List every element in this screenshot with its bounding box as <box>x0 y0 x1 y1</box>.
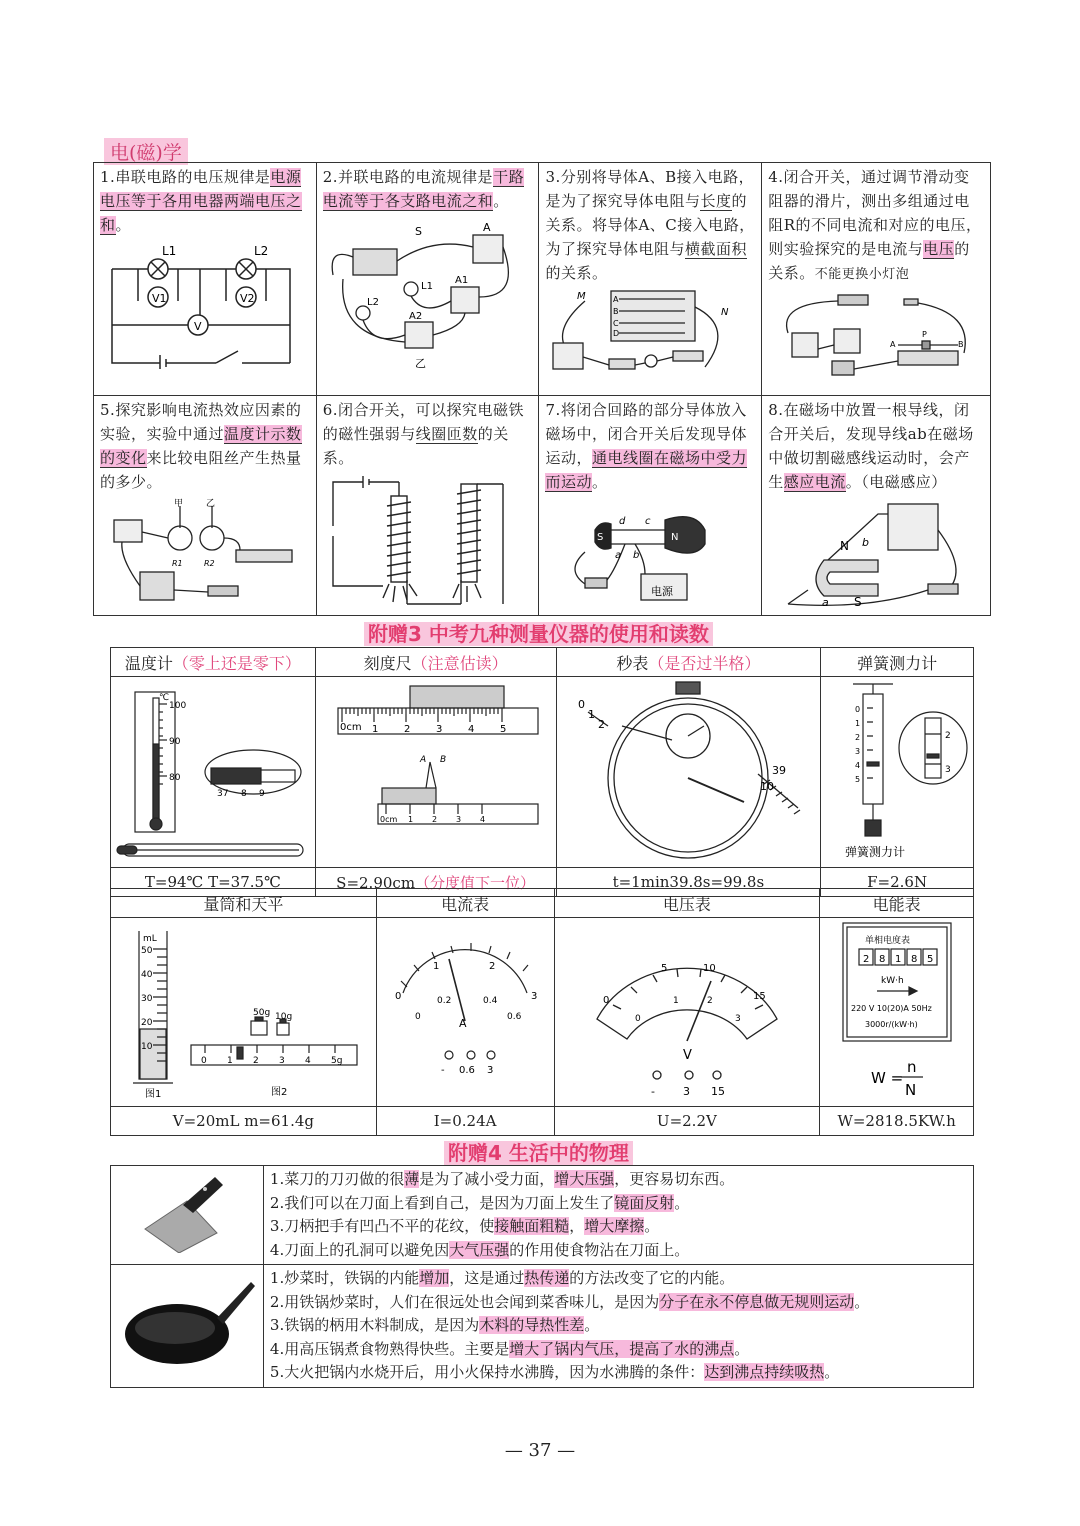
ammeter-unit: A <box>459 1017 467 1030</box>
ammeter-2: 2 <box>489 961 496 972</box>
value-ruler: S=2.90cm（分度值下一位） <box>315 868 556 897</box>
parallel-circuit-diagram <box>323 217 523 372</box>
watch-label-2: 2 <box>598 718 606 731</box>
ruler-label-4: 4 <box>467 724 474 735</box>
meter-title: 单相电度表 <box>864 936 910 946</box>
kitchen-knife-image <box>127 1169 247 1253</box>
instruments-table <box>110 647 974 897</box>
meter-formula-n: n <box>906 1058 917 1076</box>
label-n: N <box>671 532 679 543</box>
ammeter-0: 0 <box>395 991 402 1002</box>
spring-label-2: 2 <box>855 733 861 742</box>
spring-caption: 弹簧测力计 <box>845 845 906 859</box>
em-grid <box>93 162 991 616</box>
label-l2: L2 <box>366 297 379 308</box>
label-b: b <box>862 536 870 549</box>
em-cell-5: 5.探究影响电流热效应因素的实验，实验中通过温度计示数的变化来比较电阻丝产生热量的多少。 甲 乙 R1 R2 <box>94 396 317 616</box>
ammeter-3: 3 <box>531 991 538 1002</box>
ruler-small-3: 3 <box>455 815 461 824</box>
ruler-small-0: 0cm <box>379 815 397 824</box>
balance-3: 3 <box>279 1056 286 1066</box>
label-a1: A1 <box>454 275 468 286</box>
thermometer-illustration <box>113 678 313 862</box>
label-l1: L1 <box>420 281 433 292</box>
wok-fact-4: 4.用高压锅煮食物熟得快些。主要是增大了锅内气压，提高了水的沸点。 <box>269 1339 750 1358</box>
label-jia: 甲 <box>174 499 184 509</box>
label-a: A <box>482 221 491 234</box>
value-stopwatch: t=1min39.8s=99.8s <box>556 868 821 897</box>
label-v: V <box>194 320 202 333</box>
label-b: B <box>439 755 446 765</box>
energy-meter-illustration <box>823 919 971 1101</box>
voltmeter-illustration <box>557 919 817 1101</box>
label-l2: L2 <box>254 244 269 258</box>
label-d: D <box>613 329 620 338</box>
label-b: B <box>958 340 964 349</box>
label-p: P <box>922 330 928 339</box>
em-cell-1: 1.串联电路的电压规律是电源电压等于各用电器两端电压之和。 L1 L2 V1 V2 V <box>94 163 317 396</box>
cylinder-50: 50 <box>141 946 153 956</box>
label-r1: R1 <box>172 559 183 568</box>
header-spring-scale: 弹簧测力计 <box>821 648 974 677</box>
balance-1: 1 <box>227 1056 234 1066</box>
spring-label-3: 3 <box>855 747 861 756</box>
label-b: b <box>633 550 640 561</box>
label-d: d <box>619 516 626 527</box>
meter-unit: kW·h <box>880 976 904 986</box>
ruler-label-2: 2 <box>403 724 410 735</box>
cylinder-balance-illustration <box>113 919 373 1101</box>
section-life-title: 附赠4 生活中的物理 <box>444 1137 633 1166</box>
label-s: S <box>854 595 862 609</box>
motor-principle-diagram <box>545 500 745 610</box>
meter-formula-bign: N <box>904 1081 916 1099</box>
instruments-table-2 <box>110 888 974 1136</box>
label-a: A <box>419 755 426 765</box>
voltmeter-inner-2: 2 <box>706 996 713 1006</box>
label-c: C <box>613 319 620 328</box>
watch-label-39: 39 <box>772 764 787 777</box>
label-n: N <box>721 307 729 318</box>
label-v2: V2 <box>240 292 255 305</box>
thermo-tick-90: 90 <box>168 737 181 747</box>
header-voltmeter: 电压表 <box>554 889 820 918</box>
meter-digit-5: 5 <box>926 954 933 965</box>
voltmeter-inner-1: 1 <box>672 996 679 1006</box>
label-a: a <box>822 596 829 609</box>
watch-label-10: 10 <box>760 780 775 793</box>
header-ruler: 刻度尺（注意估读） <box>315 648 556 677</box>
watch-label-0: 0 <box>578 698 586 711</box>
stopwatch-illustration <box>558 678 818 862</box>
meter-rate: 3000r/(kW·h) <box>864 1020 918 1029</box>
ruler-figure <box>315 677 556 868</box>
spring-scale-figure <box>821 677 974 868</box>
cylinder-20: 20 <box>141 1018 153 1028</box>
wok-fact-5: 5.大火把锅内水烧开后，用小火保持水沸腾，因为水沸腾的条件：达到沸点持续吸热。 <box>269 1363 840 1381</box>
value-spring-scale: F=2.6N <box>821 868 974 897</box>
value-thermometer: T=94℃ T=37.5℃ <box>111 868 316 897</box>
balance-5g: 5g <box>331 1056 343 1066</box>
voltmeter-inner-0: 0 <box>634 1014 641 1024</box>
wok-fact-1: 1.炒菜时，铁锅的内能增加，这是通过热传递的方法改变了它的内能。 <box>269 1269 735 1287</box>
clinical-37: 37 <box>216 789 229 799</box>
label-b: B <box>613 307 619 316</box>
fig1-caption: 图1 <box>145 1089 162 1100</box>
voltmeter-5: 5 <box>660 963 668 974</box>
electromagnet-diagram <box>323 476 523 606</box>
stopwatch-figure <box>556 677 821 868</box>
value-energy-meter: W=2818.5KW.h <box>820 1107 974 1136</box>
ruler-label-1: 1 <box>371 724 378 735</box>
em-cell-3: 3.分别将导体A、B接入电路，是为了探究导体电阻与长度的关系。将导体A、C接入电路，为了探究导体电阻与横截面积的关系。 M A B C D N <box>539 163 762 396</box>
ammeter-term-3: 3 <box>487 1065 494 1076</box>
label-v1: V1 <box>152 292 167 305</box>
section-instruments-title: 附赠3 中考九种测量仪器的使用和读数 <box>364 618 713 647</box>
page-number: — 37 — <box>504 1440 576 1461</box>
ammeter-term-neg: - <box>441 1065 445 1076</box>
knife-fact-3: 3.刀柄把手有凹凸不平的花纹，使接触面粗糙，增大摩擦。 <box>269 1217 660 1235</box>
ammeter-inner-0: 0 <box>415 1012 421 1022</box>
ruler-illustration <box>318 678 554 862</box>
label-n: N <box>840 539 850 553</box>
thermometer-figure <box>111 677 316 868</box>
ammeter-term-06: 0.6 <box>459 1065 476 1076</box>
label-power: 电源 <box>651 585 674 598</box>
balance-2: 2 <box>253 1056 260 1066</box>
label-a2: A2 <box>408 311 422 322</box>
voltmeter-term-15: 15 <box>710 1085 725 1098</box>
ammeter-inner-04: 0.4 <box>483 996 498 1006</box>
cylinder-unit: mL <box>143 934 158 944</box>
em-cell-6: 6.闭合开关，可以探究电磁铁的磁性强弱与线圈匝数的关系。 <box>316 396 539 616</box>
em-cell-4: 4.闭合开关，通过调节滑动变阻器的滑片，测出多组通过电阻R的不同电流和对应的电压，则实验探究的是电流与电压的关系。不能更换小灯泡 A P B <box>762 163 991 396</box>
spring-label-0: 0 <box>855 705 861 714</box>
header-stopwatch: 秒表（是否过半格） <box>556 648 821 677</box>
ruler-label-0: 0cm <box>339 722 362 733</box>
label-l1: L1 <box>162 244 177 258</box>
knife-fact-4: 4.刀面上的孔洞可以避免因大气压强的作用使食物沾在刀面上。 <box>269 1240 690 1259</box>
ruler-small-4: 4 <box>479 815 485 824</box>
knife-fact-1: 1.菜刀的刀刃做的很薄是为了减小受力面，增大压强，更容易切东西。 <box>269 1170 735 1188</box>
cylinder-40: 40 <box>141 970 153 980</box>
wok-fact-2: 2.用铁锅炒菜时，人们在很远处也会闻到菜香味儿，是因为分子在永不停息做无规则运动。 <box>269 1292 870 1311</box>
thermo-tick-80: 80 <box>168 773 181 783</box>
label-yi: 乙 <box>206 499 216 509</box>
balance-0: 0 <box>201 1056 208 1066</box>
meter-digit-3: 1 <box>894 954 901 965</box>
label-r2: R2 <box>204 559 215 568</box>
meter-formula-w: W = <box>870 1069 903 1087</box>
knife-image-cell <box>111 1166 264 1265</box>
life-physics-table <box>110 1165 974 1388</box>
resistance-experiment-diagram <box>545 287 745 387</box>
cylinder-10: 10 <box>141 1042 153 1052</box>
em-cell-7: 7.将闭合回路的部分导体放入磁场中，闭合开关后发现导体运动，通电线圈在磁场中受力而运动。 S d c N a b 电源 <box>539 396 762 616</box>
clinical-9: 9 <box>258 789 265 799</box>
label-a: a <box>615 550 622 561</box>
value-cylinder-balance: V=20mL m=61.4g <box>111 1107 377 1136</box>
voltmeter-term-3: 3 <box>682 1085 690 1098</box>
clinical-8: 8 <box>240 789 247 799</box>
voltmeter-0: 0 <box>602 995 610 1006</box>
wok-image-cell <box>111 1265 264 1388</box>
header-cylinder-balance: 量筒和天平 <box>111 889 377 918</box>
section-em-title: 电(磁)学 <box>104 138 188 165</box>
ammeter-1: 1 <box>433 961 440 972</box>
spring-label-5: 5 <box>855 775 861 784</box>
spring-label-1: 1 <box>855 719 861 728</box>
header-thermometer: 温度计（零上还是零下） <box>111 648 316 677</box>
header-ammeter: 电流表 <box>376 889 554 918</box>
value-ammeter: I=0.24A <box>376 1107 554 1136</box>
em-cell-8: 8.在磁场中放置一根导线，闭合开关后，发现导线ab在磁场中做切割磁感线运动时，会产生感应电流。（电磁感应） N b a S <box>762 396 991 616</box>
knife-facts <box>263 1166 973 1265</box>
meter-spec: 220 V 10(20)A 50Hz <box>850 1004 932 1013</box>
watch-label-1: 1 <box>588 708 596 721</box>
em-cell-2: 2.并联电路的电流规律是干路电流等于各支路电流之和。 S A L1 A1 L2 A2 乙 <box>316 163 539 396</box>
zoom-label-2: 2 <box>945 731 951 741</box>
voltmeter-10: 10 <box>702 963 716 974</box>
label-yi: 乙 <box>414 357 426 370</box>
fig2-caption: 图2 <box>271 1087 288 1098</box>
label-s: S <box>414 225 422 238</box>
weight-50g: 50g <box>253 1008 271 1018</box>
ammeter-figure <box>376 918 554 1107</box>
cylinder-30: 30 <box>141 994 153 1004</box>
label-c: c <box>645 516 651 527</box>
ammeter-inner-02: 0.2 <box>437 996 452 1006</box>
ammeter-inner-06: 0.6 <box>507 1012 522 1022</box>
energy-meter-figure <box>820 918 974 1107</box>
wok-facts <box>263 1265 973 1388</box>
wok-image <box>117 1272 257 1372</box>
weight-10g: 10g <box>275 1012 293 1022</box>
current-voltage-experiment-diagram <box>768 293 974 393</box>
zoom-label-3: 3 <box>945 765 951 775</box>
thermo-unit: ℃ <box>158 693 169 703</box>
spring-label-4: 4 <box>855 761 861 770</box>
meter-digit-1: 2 <box>862 954 869 965</box>
ruler-small-1: 1 <box>407 815 413 824</box>
series-circuit-diagram <box>100 241 300 369</box>
ammeter-illustration <box>379 919 551 1101</box>
meter-digit-2: 8 <box>878 954 885 965</box>
header-energy-meter: 电能表 <box>820 889 974 918</box>
balance-4: 4 <box>305 1056 312 1066</box>
voltmeter-15: 15 <box>752 991 766 1002</box>
ruler-label-3: 3 <box>435 724 442 735</box>
thermo-tick-100: 100 <box>168 701 187 711</box>
label-m: M <box>577 291 587 302</box>
ruler-small-2: 2 <box>431 815 437 824</box>
label-s: S <box>597 532 604 543</box>
spring-scale-illustration <box>823 678 971 862</box>
voltmeter-term-neg: - <box>650 1085 655 1098</box>
voltmeter-figure <box>554 918 820 1107</box>
voltmeter-unit: V <box>682 1048 692 1063</box>
value-voltmeter: U=2.2V <box>554 1107 820 1136</box>
ruler-label-5: 5 <box>499 724 506 735</box>
wok-fact-3: 3.铁锅的柄用木料制成，是因为木料的导热性差。 <box>269 1316 600 1334</box>
meter-digit-4: 8 <box>910 954 917 965</box>
label-a: A <box>613 295 619 304</box>
induction-diagram <box>768 500 974 610</box>
label-a: A <box>890 340 896 349</box>
cylinder-balance-figure <box>111 918 377 1107</box>
heat-effect-experiment-diagram <box>100 498 300 608</box>
knife-fact-2: 2.我们可以在刀面上看到自己，是因为刀面上发生了镜面反射。 <box>269 1193 690 1212</box>
voltmeter-inner-3: 3 <box>734 1014 741 1024</box>
